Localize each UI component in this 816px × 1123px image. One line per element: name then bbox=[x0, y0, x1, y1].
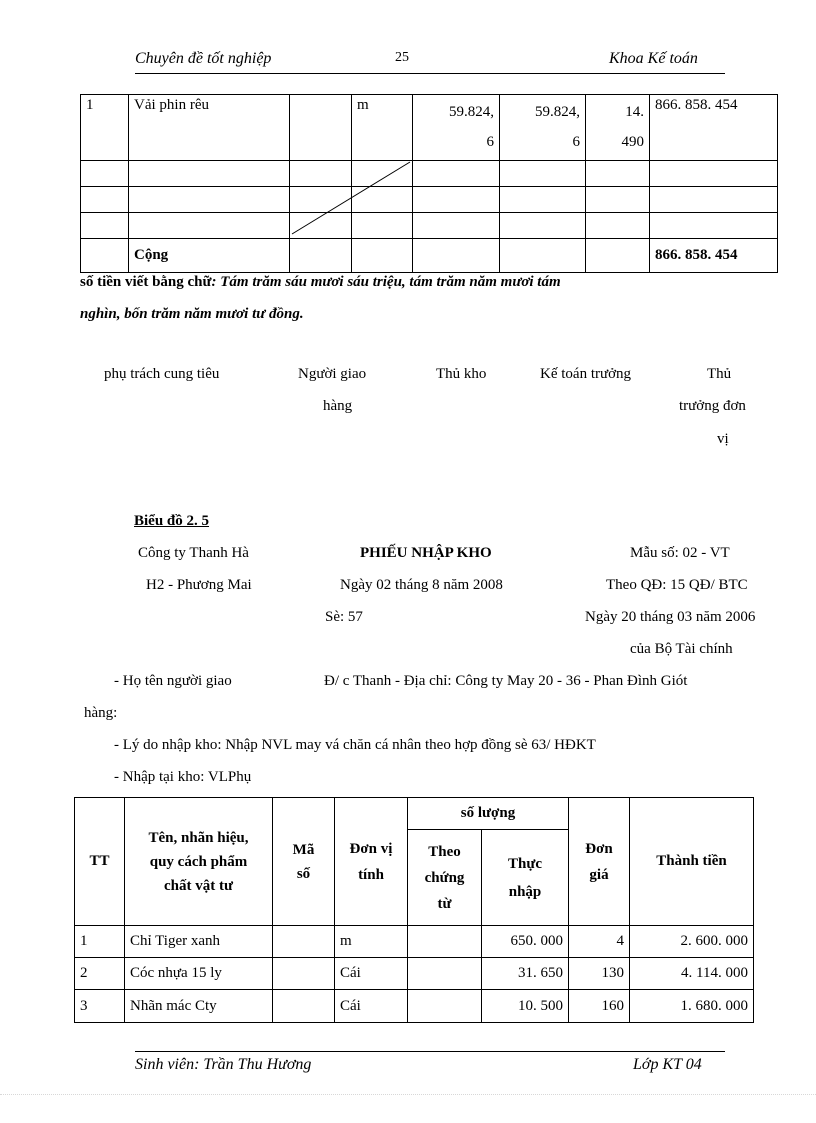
row-qty-doc-b: 6 bbox=[486, 134, 494, 150]
deliverer-value: Đ/ c Thanh - Địa chỉ: Công ty May 20 - 36 - Phan Đình Giót bbox=[324, 673, 688, 689]
form-ministry: của Bộ Tài chính bbox=[630, 641, 733, 657]
table-row bbox=[75, 990, 754, 1023]
signature-purchasing: phụ trách cung tiêu bbox=[104, 366, 220, 382]
table-row bbox=[81, 95, 778, 161]
row-unit: m bbox=[352, 95, 413, 161]
cell-qty-doc bbox=[408, 990, 482, 1023]
col-qty-group: số lượng bbox=[408, 798, 569, 830]
cell-tt: 1 bbox=[75, 926, 125, 958]
amount-words-text1: : Tám trăm sáu mươi sáu triệu, tám trăm năm mươi tám bbox=[211, 274, 561, 290]
cell-amount: 2. 600. 000 bbox=[630, 926, 754, 958]
col-code-l1: Mã bbox=[292, 841, 315, 858]
row-qty-doc bbox=[413, 95, 500, 161]
table-row bbox=[81, 187, 778, 213]
row-qty-real bbox=[500, 95, 586, 161]
col-unit bbox=[335, 798, 408, 926]
row-qty-real-b: 6 bbox=[572, 134, 580, 150]
amount-words-text2: nghìn, bốn trăm năm mươi tư đồng. bbox=[80, 306, 304, 322]
cell-qty-real: 10. 500 bbox=[482, 990, 569, 1023]
footer-left: Sinh viên: Trần Thu Hương bbox=[135, 1056, 312, 1073]
amount-words-line1 bbox=[80, 274, 561, 291]
row-price-b: 490 bbox=[621, 134, 644, 150]
cell-code bbox=[273, 958, 335, 990]
col-amount: Thành tiền bbox=[630, 798, 754, 926]
strike-diagonal bbox=[290, 160, 412, 236]
signature-storekeeper: Thủ kho bbox=[436, 366, 487, 382]
col-qty-doc-l2: chứng bbox=[424, 869, 465, 886]
col-name-l1: Tên, nhãn hiệu, bbox=[148, 829, 249, 846]
col-qty-doc-l3: từ bbox=[437, 895, 452, 912]
cell-unit: m bbox=[335, 926, 408, 958]
row-amount: 866. 858. 454 bbox=[650, 95, 778, 161]
cell-code bbox=[273, 926, 335, 958]
col-price-l1: Đơn bbox=[585, 840, 613, 857]
deliverer-label: - Họ tên người giao bbox=[114, 673, 232, 689]
table-header-row bbox=[75, 798, 754, 830]
col-code-l2: số bbox=[296, 865, 311, 882]
footer-right: Lớp KT 04 bbox=[633, 1056, 702, 1073]
company-address: H2 - Phương Mai bbox=[146, 577, 252, 593]
col-name bbox=[125, 798, 273, 926]
cell-amount: 1. 680. 000 bbox=[630, 990, 754, 1023]
header-right: Khoa Kế toán bbox=[609, 50, 698, 67]
receipt-reason: - Lý do nhập kho: Nhập NVL may vá chăn cá nhân theo hợp đồng sè 63/ HĐKT bbox=[114, 737, 596, 753]
table-row bbox=[75, 958, 754, 990]
row-stt: 1 bbox=[81, 95, 129, 161]
row-price-a: 14. bbox=[625, 104, 644, 120]
form-decision: Theo QĐ: 15 QĐ/ BTC bbox=[606, 577, 748, 593]
cell-code bbox=[273, 990, 335, 1023]
signature-deliverer-1: Người giao bbox=[298, 366, 367, 382]
form-number: Sè: 57 bbox=[325, 609, 363, 625]
col-price-l2: giá bbox=[589, 866, 609, 883]
cell-name: Cóc nhựa 15 ly bbox=[125, 958, 273, 990]
page-number: 25 bbox=[395, 50, 409, 65]
col-qty-real-l1: Thực bbox=[507, 855, 542, 872]
page-edge bbox=[0, 1094, 816, 1095]
chart-label: Biểu đồ 2. 5 bbox=[134, 513, 210, 529]
table-row bbox=[81, 213, 778, 239]
form-title: PHIẾU NHẬP KHO bbox=[360, 545, 492, 561]
cell-tt: 2 bbox=[75, 958, 125, 990]
col-tt: TT bbox=[75, 798, 125, 926]
total-row bbox=[81, 239, 778, 273]
table-row bbox=[81, 161, 778, 187]
receipt-table bbox=[74, 797, 754, 1023]
cell-unit: Cái bbox=[335, 958, 408, 990]
row-code bbox=[290, 95, 352, 161]
col-unit-l1: Đơn vị bbox=[349, 840, 393, 857]
col-code bbox=[273, 798, 335, 926]
form-decision-date: Ngày 20 tháng 03 năm 2006 bbox=[585, 609, 756, 625]
signature-head-3: vị bbox=[717, 431, 729, 447]
col-price bbox=[569, 798, 630, 926]
total-amount: 866. 858. 454 bbox=[650, 239, 778, 273]
header-left: Chuyên đề tốt nghiệp bbox=[135, 50, 272, 67]
col-qty-real-l2: nhập bbox=[508, 883, 542, 900]
form-code: Mẫu số: 02 - VT bbox=[630, 545, 730, 561]
col-qty-doc-l1: Theo bbox=[428, 843, 461, 860]
cell-qty-doc bbox=[408, 926, 482, 958]
cell-price: 130 bbox=[569, 958, 630, 990]
cell-tt: 3 bbox=[75, 990, 125, 1023]
col-name-l3: chất vật tư bbox=[164, 877, 233, 894]
signature-head-1: Thủ bbox=[707, 366, 732, 382]
receipt-warehouse: - Nhập tại kho: VLPhụ bbox=[114, 769, 252, 785]
signature-head-2: trưởng đơn bbox=[679, 398, 746, 414]
cell-price: 4 bbox=[569, 926, 630, 958]
footer-rule bbox=[135, 1051, 725, 1052]
cell-name: Nhãn mác Cty bbox=[125, 990, 273, 1023]
col-qty-doc bbox=[408, 830, 482, 926]
row-name: Vải phin rêu bbox=[129, 95, 290, 161]
total-label: Cộng bbox=[129, 239, 290, 273]
table-row bbox=[75, 926, 754, 958]
cell-qty-real: 650. 000 bbox=[482, 926, 569, 958]
company-name: Công ty Thanh Hà bbox=[138, 545, 249, 561]
col-unit-l2: tính bbox=[358, 866, 384, 883]
amount-words-label: số tiền viết bằng chữ bbox=[80, 274, 212, 290]
row-qty-doc-a: 59.824, bbox=[449, 104, 494, 120]
cell-amount: 4. 114. 000 bbox=[630, 958, 754, 990]
cell-name: Chỉ Tiger xanh bbox=[125, 926, 273, 958]
continuation-table bbox=[80, 94, 778, 273]
header-rule bbox=[135, 73, 725, 74]
signature-deliverer-2: hàng bbox=[323, 398, 353, 414]
cell-qty-real: 31. 650 bbox=[482, 958, 569, 990]
deliverer-label-2: hàng: bbox=[84, 705, 118, 721]
col-name-l2: quy cách phẩm bbox=[149, 853, 248, 870]
row-price bbox=[586, 95, 650, 161]
signature-chief-accountant: Kế toán trưởng bbox=[540, 366, 632, 382]
cell-unit: Cái bbox=[335, 990, 408, 1023]
col-qty-real bbox=[482, 830, 569, 926]
cell-qty-doc bbox=[408, 958, 482, 990]
row-qty-real-a: 59.824, bbox=[535, 104, 580, 120]
cell-price: 160 bbox=[569, 990, 630, 1023]
form-date: Ngày 02 tháng 8 năm 2008 bbox=[340, 577, 503, 593]
